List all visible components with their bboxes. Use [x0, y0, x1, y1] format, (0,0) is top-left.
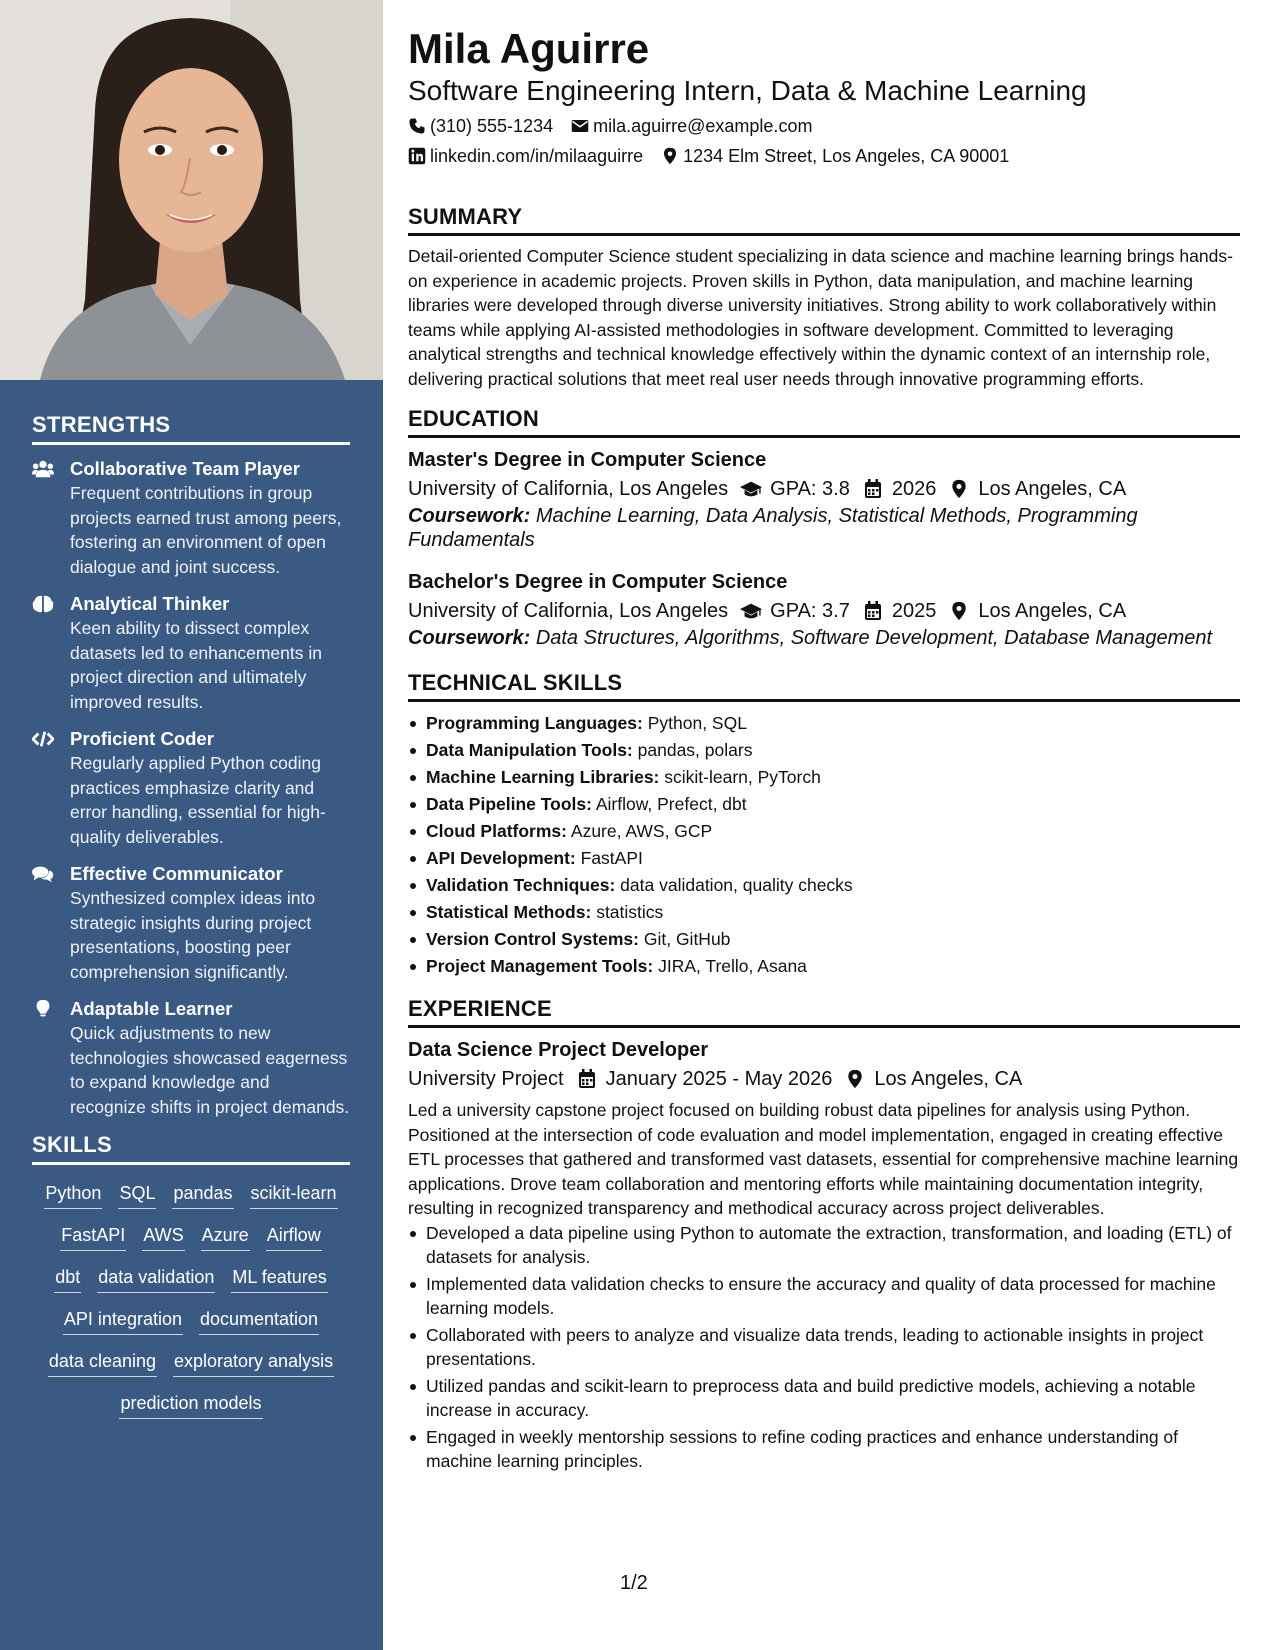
email-link[interactable]: mila.aguirre@example.com: [593, 116, 813, 136]
summary-section: [408, 204, 1240, 391]
map-pin-icon: [948, 601, 970, 621]
contact-row: [408, 114, 1240, 138]
main-content: [408, 24, 1240, 1476]
skill-tag: documentation: [199, 1307, 319, 1335]
summary-text: Detail-oriented Computer Science student specializing in data science and machine learning brings hands-on experience in academic projects. Proven skills in Python, data manipulation, and machine learning libraries were developed through diverse university initiatives. Strong ability to work collaboratively within teams while applying AI-assisted methodologies in software development. Committed to leveraging analytical strengths and technical knowledge effectively within the dynamic context of an internship role, delivering practical solutions that meet real user needs through innovative programming efforts.: [408, 246, 1233, 389]
code-icon: [32, 729, 54, 749]
skill-tag: pandas: [172, 1181, 233, 1209]
phone-icon: [408, 117, 426, 135]
linkedin-icon: [408, 147, 426, 165]
map-pin-icon: [948, 479, 970, 499]
list-item: Statistical Methods: statistics: [408, 899, 1240, 926]
skill-tag: scikit-learn: [250, 1181, 338, 1209]
graduation-year: 2025: [891, 600, 937, 622]
list-item: Data Pipeline Tools: Airflow, Prefect, dbt: [408, 791, 1240, 818]
skills-heading: SKILLS: [32, 1132, 350, 1165]
candidate-headline: Software Engineering Intern, Data & Machine Learning: [408, 75, 1087, 106]
list-item: Machine Learning Libraries: scikit-learn, PyTorch: [408, 764, 1240, 791]
skill-tag: data cleaning: [48, 1349, 157, 1377]
list-item: Version Control Systems: Git, GitHub: [408, 926, 1240, 953]
profile-photo: [0, 0, 383, 380]
graduation-year: 2026: [891, 478, 937, 500]
strength-title: Proficient Coder: [70, 728, 214, 749]
contact-row: [408, 144, 1240, 168]
skill-tag: SQL: [118, 1181, 156, 1209]
degree-title: Master's Degree in Computer Science: [408, 449, 767, 471]
experience-heading: EXPERIENCE: [408, 996, 1240, 1028]
coursework: Coursework: Data Structures, Algorithms, Software Development, Database Management: [408, 627, 1213, 649]
brain-icon: [32, 594, 54, 614]
experience-description: Led a university capstone project focused on building robust data pipelines for analysis using Python. Positioned at the intersection of code evaluation and model implementation, engaged in creating effective ETL processes that gathered and transformed vast datasets, essential for comprehensive machine learning applications. Drove team collaboration and mentoring efforts while maintaining documentation integrity, resulting in recognized transparency and methodical accuracy across project deliverables.: [408, 1100, 1239, 1218]
calendar-icon: [862, 601, 884, 621]
linkedin-link[interactable]: linkedin.com/in/milaaguirre: [430, 146, 644, 166]
strength-item: [32, 457, 350, 579]
map-pin-icon: [661, 147, 679, 165]
list-item: Validation Techniques: data validation, quality checks: [408, 872, 1240, 899]
strength-item: [32, 862, 350, 984]
gpa-text: GPA: 3.8: [770, 478, 850, 500]
skill-tag: Azure: [201, 1223, 250, 1251]
list-item: Engaged in weekly mentorship sessions to refine coding practices and enhance understanding of machine learning principles.: [408, 1425, 1240, 1474]
users-icon: [32, 459, 54, 479]
experience-location: Los Angeles, CA: [874, 1068, 1023, 1090]
strength-description: Synthesized complex ideas into strategic insights during project presentations, boosting peer comprehension significantly.: [70, 888, 316, 982]
skill-tag: AWS: [142, 1223, 184, 1251]
coursework: Coursework: Machine Learning, Data Analysis, Statistical Methods, Programming Fundamentals: [408, 505, 1138, 551]
education-location: Los Angeles, CA: [978, 478, 1127, 500]
skills-list: [32, 1177, 350, 1419]
degree-title: Bachelor's Degree in Computer Science: [408, 571, 788, 593]
strength-description: Keen ability to dissect complex datasets led to enhancements in project direction and ultimately improved results.: [70, 618, 322, 712]
education-item: [408, 446, 1240, 552]
technical-skills-list: [408, 710, 1240, 980]
technical-skills-section: [408, 670, 1240, 980]
comments-icon: [32, 864, 54, 884]
envelope-icon: [571, 117, 589, 135]
education-heading: EDUCATION: [408, 406, 1240, 438]
technical-skills-heading: TECHNICAL SKILLS: [408, 670, 1240, 702]
list-item: Developed a data pipeline using Python to automate the extraction, transformation, and loading (ETL) of datasets for analysis.: [408, 1221, 1240, 1270]
summary-heading: SUMMARY: [408, 204, 1240, 236]
strength-item: [32, 997, 350, 1119]
address-text: 1234 Elm Street, Los Angeles, CA 90001: [683, 146, 1010, 166]
strength-item: [32, 727, 350, 849]
skill-tag: dbt: [54, 1265, 81, 1293]
date-range: January 2025 - May 2026: [605, 1068, 833, 1090]
sidebar-content: [32, 412, 350, 1419]
education-meta: [408, 596, 1240, 626]
experience-meta: [408, 1064, 1240, 1094]
education-meta: [408, 474, 1240, 504]
experience-item: [408, 1036, 1240, 1474]
map-pin-icon: [844, 1069, 866, 1089]
candidate-name: Mila Aguirre: [408, 25, 650, 72]
school-name: University of California, Los Angeles: [408, 600, 729, 622]
list-item: Implemented data validation checks to ensure the accuracy and quality of data processed for machine learning models.: [408, 1272, 1240, 1321]
skill-tag: data validation: [97, 1265, 215, 1293]
strength-description: Regularly applied Python coding practices emphasize clarity and error handling, essential for high-quality deliverables.: [70, 753, 326, 847]
job-title: Data Science Project Developer: [408, 1039, 709, 1061]
experience-section: [408, 996, 1240, 1474]
calendar-icon: [862, 479, 884, 499]
graduation-cap-icon: [740, 601, 762, 621]
list-item: API Development: FastAPI: [408, 845, 1240, 872]
strength-title: Analytical Thinker: [70, 593, 230, 614]
skill-tag: Python: [44, 1181, 102, 1209]
education-item: [408, 568, 1240, 650]
strength-title: Effective Communicator: [70, 863, 283, 884]
list-item: Utilized pandas and scikit-learn to preprocess data and build predictive models, achieving a notable increase in accuracy.: [408, 1374, 1240, 1423]
skill-tag: API integration: [63, 1307, 183, 1335]
list-item: Data Manipulation Tools: pandas, polars: [408, 737, 1240, 764]
list-item: Cloud Platforms: Azure, AWS, GCP: [408, 818, 1240, 845]
strengths-heading: STRENGTHS: [32, 412, 350, 445]
graduation-cap-icon: [740, 479, 762, 499]
skill-tag: exploratory analysis: [173, 1349, 334, 1377]
school-name: University of California, Los Angeles: [408, 478, 729, 500]
skill-tag: prediction models: [119, 1391, 262, 1419]
list-item: Project Management Tools: JIRA, Trello, Asana: [408, 953, 1240, 980]
skill-tag: FastAPI: [60, 1223, 126, 1251]
skill-tag: Airflow: [266, 1223, 322, 1251]
calendar-icon: [576, 1069, 598, 1089]
phone-text[interactable]: (310) 555-1234: [430, 116, 554, 136]
strength-title: Collaborative Team Player: [70, 458, 300, 479]
list-item: Collaborated with peers to analyze and visualize data trends, leading to actionable insights in project presentations.: [408, 1323, 1240, 1372]
strength-item: [32, 592, 350, 714]
gpa-text: GPA: 3.7: [770, 600, 850, 622]
skill-tag: ML features: [231, 1265, 327, 1293]
experience-bullets: [408, 1221, 1240, 1474]
sidebar: [0, 0, 383, 1650]
education-location: Los Angeles, CA: [978, 600, 1127, 622]
page-number: 1/2: [620, 1572, 648, 1594]
strength-description: Frequent contributions in group projects earned trust among peers, fostering an environment of open dialogue and joint success.: [70, 483, 342, 577]
organization-name: University Project: [408, 1068, 564, 1090]
strength-title: Adaptable Learner: [70, 998, 233, 1019]
education-section: [408, 406, 1240, 650]
lightbulb-icon: [32, 999, 54, 1019]
strength-description: Quick adjustments to new technologies showcased eagerness to expand knowledge and recognize shifts in project demands.: [70, 1023, 350, 1117]
list-item: Programming Languages: Python, SQL: [408, 710, 1240, 737]
